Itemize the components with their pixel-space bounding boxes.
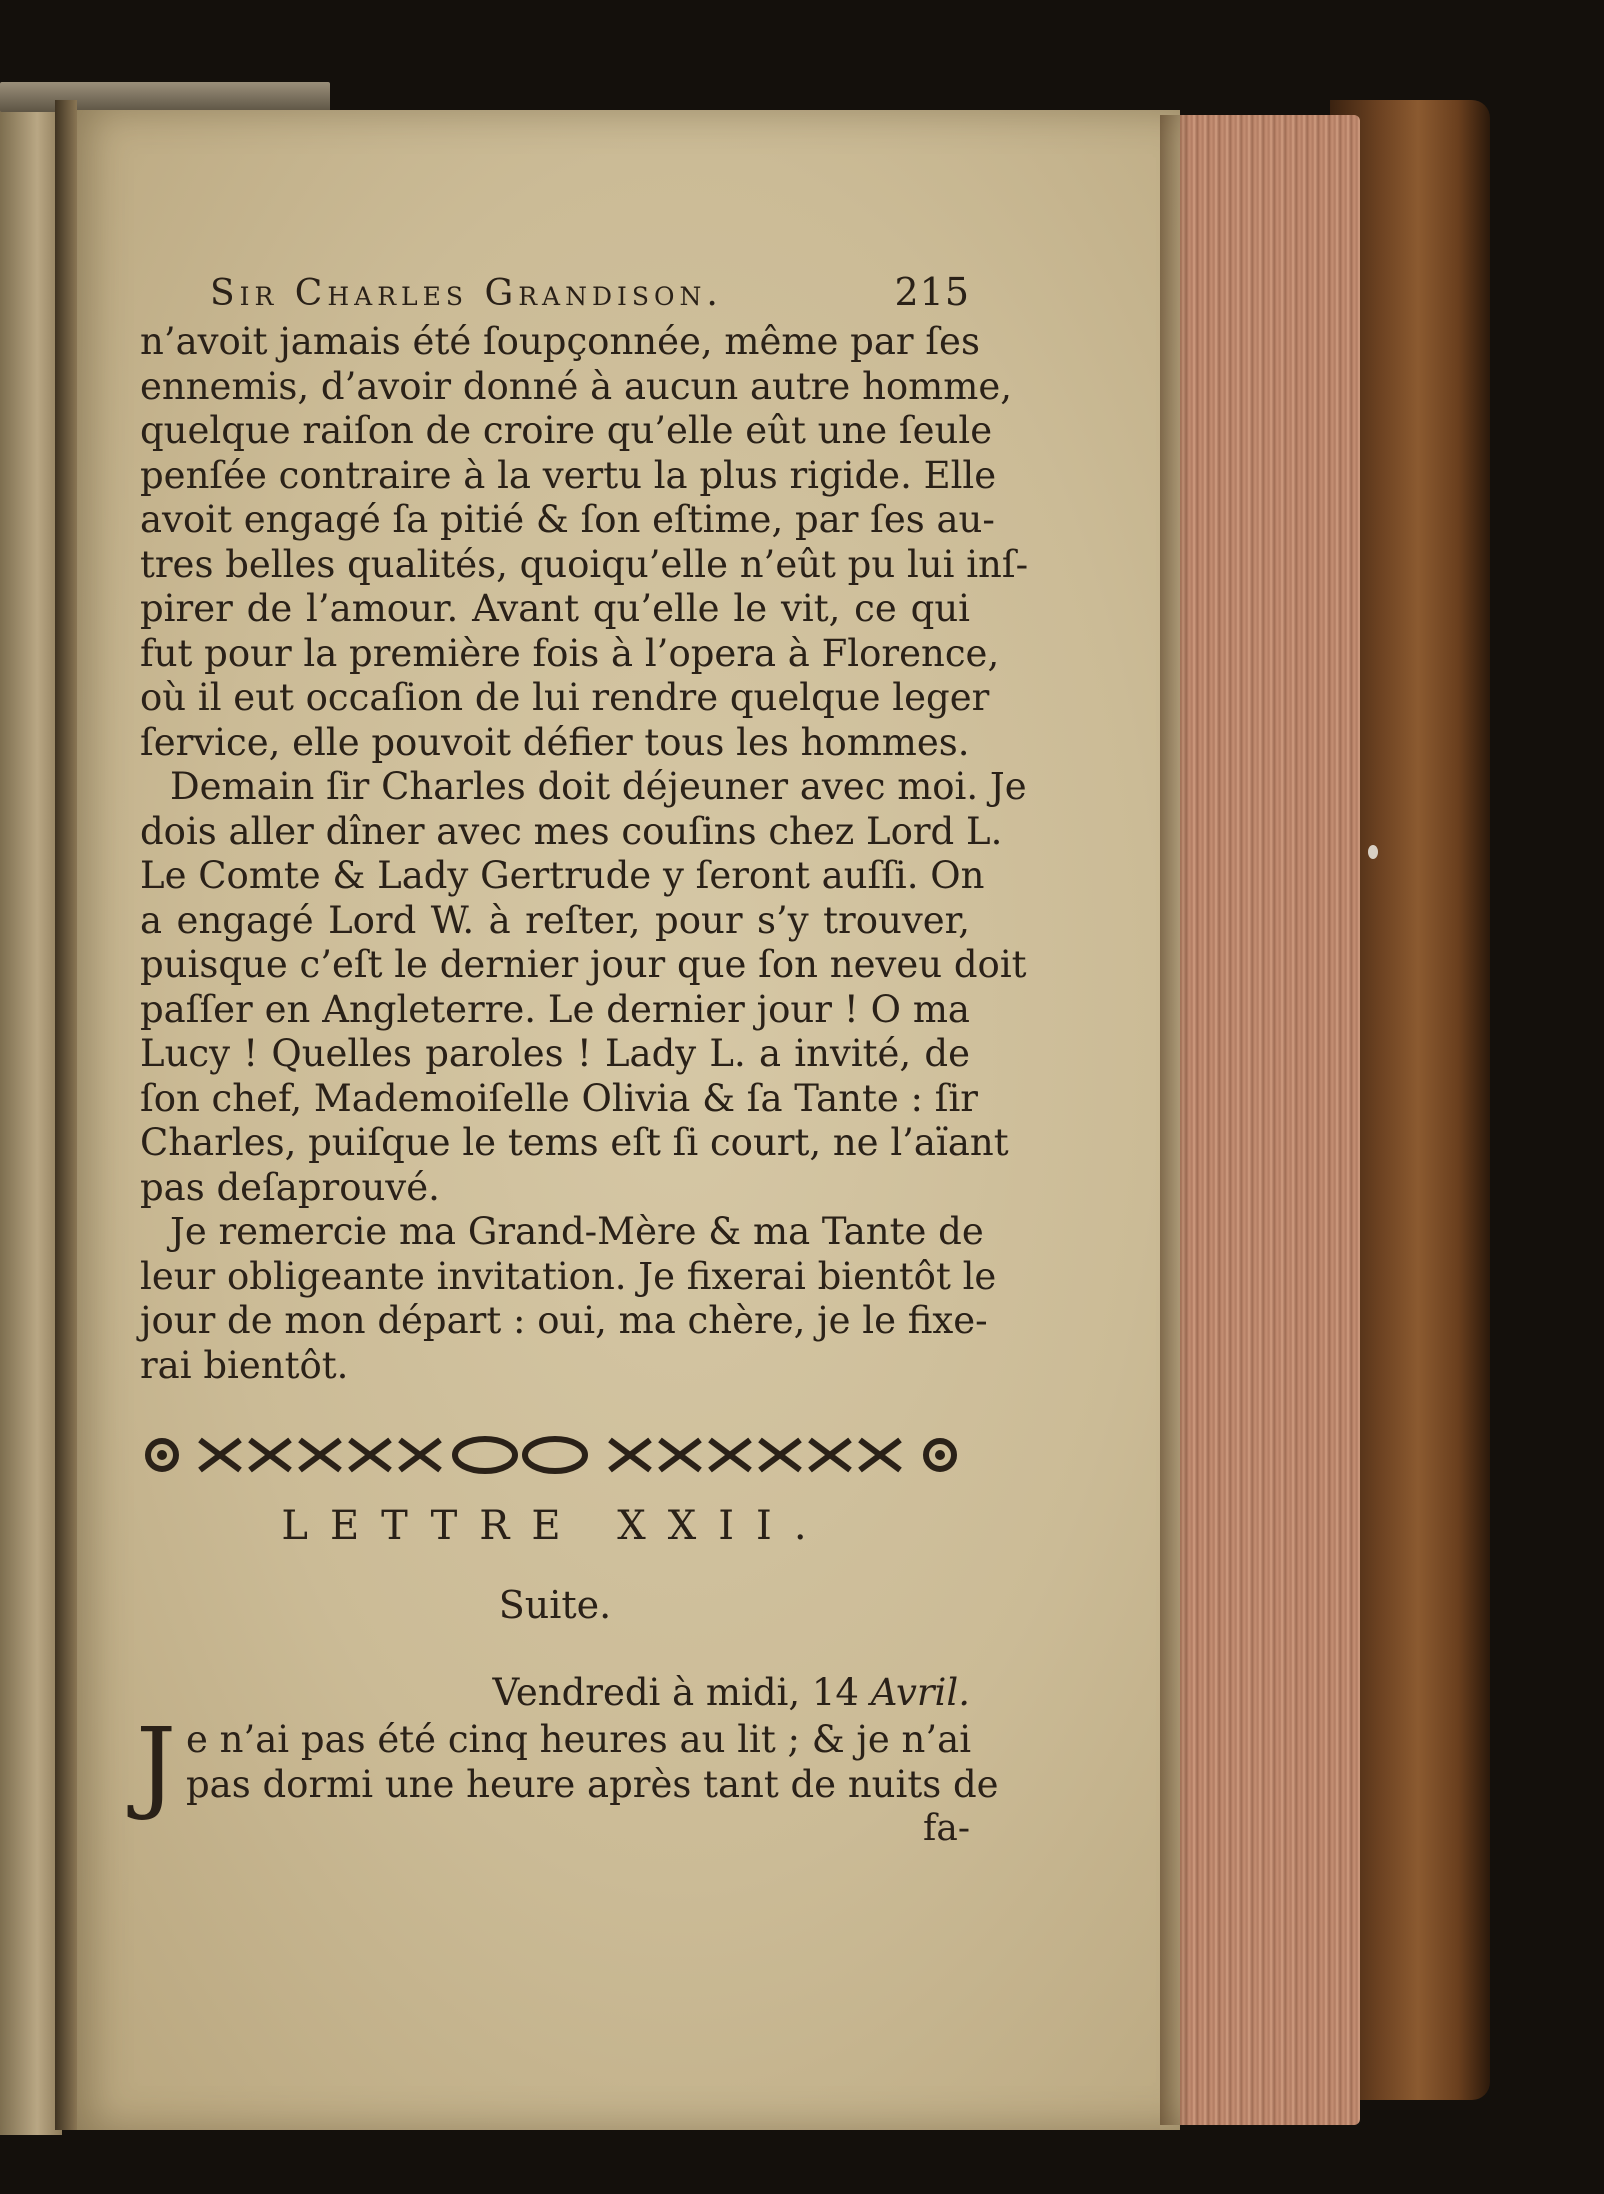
text-block	[136, 270, 1029, 1851]
text-line: penſée contraire à la vertu la plus rigide. Elle	[140, 453, 997, 497]
text-line: Le Comte & Lady Gertrude y ſeront auſſi. On	[140, 854, 985, 897]
text-line: fut pour la première fois à l’opera à Florence,	[140, 631, 1000, 675]
spine-band	[0, 82, 330, 112]
page-edge-shadow	[1160, 115, 1190, 2125]
running-head	[210, 270, 970, 314]
text-line: leur obligeante invitation. Je fixerai bientôt le	[140, 1254, 997, 1298]
text-line: pirer de l’amour. Avant qu’elle le vit, ce qui	[140, 587, 970, 630]
dateline-text: Vendredi à midi, 14	[492, 1671, 859, 1714]
letter-subtitle: Suite.	[498, 1583, 612, 1627]
text-line: puisque c’eſt le dernier jour que ſon neveu doit	[140, 943, 1027, 986]
left-facing-page	[0, 95, 62, 2135]
drop-cap: J	[136, 1706, 177, 1823]
ornament-graphic	[140, 1428, 970, 1482]
text-line: dois aller dîner avec mes couſins chez Lord L.	[140, 809, 1003, 853]
text-line: ſon chef, Mademoiſelle Olivia & ſa Tante : ſir	[140, 1076, 978, 1120]
text-line: Je remercie ma Grand-Mère & ma Tante de	[170, 1210, 984, 1253]
text-line: ſervice, elle pouvoit défier tous les hommes.	[140, 720, 970, 764]
catchword: fa-	[923, 1808, 970, 1849]
text-line: quelque raiſon de croire qu’elle eût une ſeule	[140, 409, 993, 452]
text-line: a engagé Lord W. à reſter, pour s’y trouver,	[140, 898, 970, 942]
opening-line-1: e n’ai pas été cinq heures au lit ; & je n’ai	[186, 1718, 972, 1761]
body-text	[140, 320, 1029, 1388]
text-line: Charles, puiſque le tems eſt ſi court, ne l’aïant	[140, 1121, 1009, 1164]
text-line: n’avoit jamais été ſoupçonnée, même par ſes	[140, 320, 980, 363]
text-line: où il eut occaſion de lui rendre quelque leger	[140, 676, 990, 719]
text-line: tres belles qualités, quoiqu’elle n’eût pu lui inſ-	[140, 542, 1029, 586]
running-head-title: Sir Charles Grandison.	[210, 273, 723, 314]
text-line: Lucy ! Quelles paroles ! Lady L. a invité, de	[140, 1032, 970, 1075]
dateline	[140, 1670, 970, 1716]
ornamental-rule	[140, 1428, 970, 1482]
opening-line-2: pas dormi une heure après tant de nuits de	[186, 1762, 999, 1806]
text-line: pas deſaprouvé.	[140, 1165, 440, 1209]
text-line: avoit engagé ſa pitié & ſon eſtime, par ſes au-	[140, 498, 995, 541]
paper-speck	[1368, 845, 1378, 859]
letter-opening	[136, 1706, 999, 1823]
letter-title: LETTRE XXII.	[281, 1503, 829, 1549]
page-block-edges	[1175, 115, 1360, 2125]
gutter	[55, 100, 77, 2130]
text-line: jour de mon départ : oui, ma chère, je le fixe-	[140, 1299, 988, 1342]
text-line: paſſer en Angleterre. Le dernier jour ! O ma	[140, 987, 970, 1031]
dateline-month: Avril.	[870, 1671, 970, 1714]
text-line: Demain ſir Charles doit déjeuner avec moi. Je	[170, 765, 1027, 808]
text-line: ennemis, d’avoir donné à aucun autre homme,	[140, 364, 1013, 408]
text-line: rai bientôt.	[140, 1343, 349, 1387]
page-number: 215	[894, 270, 970, 314]
